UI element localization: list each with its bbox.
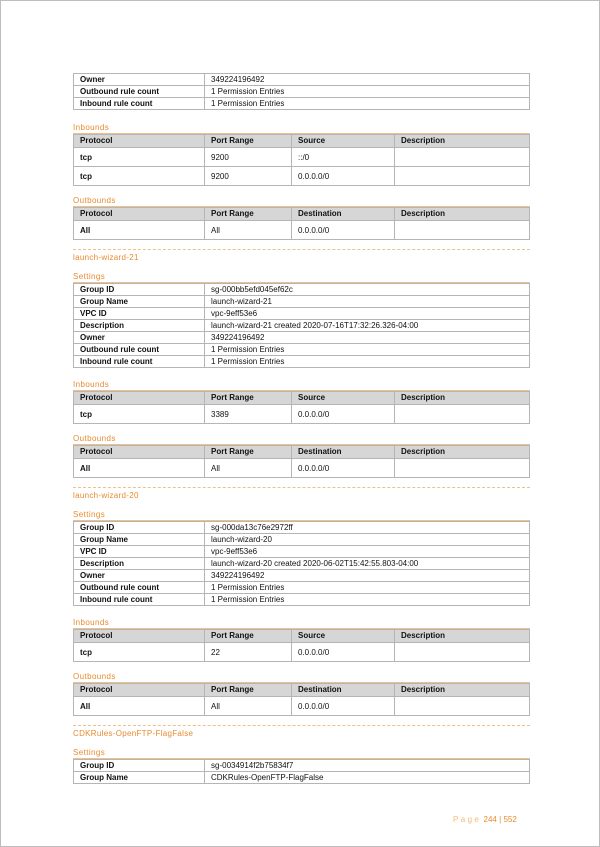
setting-key: Inbound rule count — [74, 98, 205, 110]
outbounds-label: Outbounds — [73, 434, 530, 445]
destination-cell: 0.0.0.0/0 — [292, 697, 395, 716]
settings-table — [73, 73, 530, 110]
setting-key: Group ID — [74, 522, 205, 534]
table-row — [74, 296, 530, 308]
table-row — [74, 594, 530, 606]
column-header: Description — [395, 392, 530, 405]
column-header: Port Range — [205, 208, 292, 221]
source-cell: 0.0.0.0/0 — [292, 167, 395, 186]
outbounds-label: Outbounds — [73, 196, 530, 207]
setting-value: 349224196492 — [205, 332, 530, 344]
inbounds-label: Inbounds — [73, 380, 530, 391]
setting-value: 1 Permission Entries — [205, 98, 530, 110]
table-row — [74, 643, 530, 662]
setting-key: Owner — [74, 570, 205, 582]
table-header-row — [74, 135, 530, 148]
table-row — [74, 167, 530, 186]
table-row — [74, 98, 530, 110]
inbounds-label: Inbounds — [73, 123, 530, 134]
column-header: Description — [395, 208, 530, 221]
settings-label: Settings — [73, 272, 530, 283]
setting-key: Group Name — [74, 534, 205, 546]
table-row — [74, 284, 530, 296]
column-header: Port Range — [205, 630, 292, 643]
outbounds-label: Outbounds — [73, 672, 530, 683]
inbounds-table — [73, 391, 530, 424]
setting-value: vpc-9eff53e6 — [205, 308, 530, 320]
column-header: Source — [292, 392, 395, 405]
page-footer — [453, 815, 517, 824]
description-cell — [395, 167, 530, 186]
setting-key: Group Name — [74, 296, 205, 308]
settings-label: Settings — [73, 510, 530, 521]
setting-value: CDKRules-OpenFTP-FlagFalse — [205, 772, 530, 784]
description-cell — [395, 221, 530, 240]
setting-key: Outbound rule count — [74, 344, 205, 356]
port-cell: 22 — [205, 643, 292, 662]
settings-table — [73, 521, 530, 606]
setting-value: sg-000da13c76e2972ff — [205, 522, 530, 534]
outbounds-table — [73, 445, 530, 478]
description-cell — [395, 643, 530, 662]
setting-key: Owner — [74, 332, 205, 344]
setting-key: Group ID — [74, 760, 205, 772]
table-row — [74, 320, 530, 332]
column-header: Protocol — [74, 630, 205, 643]
inbounds-table — [73, 629, 530, 662]
port-cell: All — [205, 459, 292, 478]
inbounds-table — [73, 134, 530, 186]
table-row — [74, 86, 530, 98]
column-header: Protocol — [74, 208, 205, 221]
destination-cell: 0.0.0.0/0 — [292, 221, 395, 240]
column-header: Description — [395, 135, 530, 148]
setting-key: Outbound rule count — [74, 582, 205, 594]
security-group-title: launch-wizard-20 — [73, 487, 530, 501]
table-row — [74, 697, 530, 716]
column-header: Port Range — [205, 135, 292, 148]
setting-key: VPC ID — [74, 308, 205, 320]
table-header-row — [74, 630, 530, 643]
column-header: Source — [292, 135, 395, 148]
port-cell: 9200 — [205, 167, 292, 186]
page-content — [73, 73, 530, 784]
setting-value: launch-wizard-20 — [205, 534, 530, 546]
table-row — [74, 522, 530, 534]
protocol-cell: tcp — [74, 643, 205, 662]
table-row — [74, 772, 530, 784]
setting-value: 1 Permission Entries — [205, 582, 530, 594]
table-row — [74, 344, 530, 356]
port-cell: 3389 — [205, 405, 292, 424]
setting-value: 1 Permission Entries — [205, 594, 530, 606]
port-cell: 9200 — [205, 148, 292, 167]
protocol-cell: tcp — [74, 405, 205, 424]
description-cell — [395, 405, 530, 424]
setting-value: 1 Permission Entries — [205, 86, 530, 98]
column-header: Port Range — [205, 684, 292, 697]
table-row — [74, 760, 530, 772]
protocol-cell: All — [74, 221, 205, 240]
setting-value: 1 Permission Entries — [205, 344, 530, 356]
column-header: Protocol — [74, 446, 205, 459]
security-group-title: launch-wizard-21 — [73, 249, 530, 263]
column-header: Source — [292, 630, 395, 643]
setting-key: Outbound rule count — [74, 86, 205, 98]
column-header: Destination — [292, 684, 395, 697]
destination-cell: 0.0.0.0/0 — [292, 459, 395, 478]
page-total: 552 — [503, 815, 517, 824]
page-word: Page — [453, 815, 482, 824]
table-header-row — [74, 446, 530, 459]
column-header: Protocol — [74, 392, 205, 405]
outbounds-table — [73, 683, 530, 716]
setting-key: VPC ID — [74, 546, 205, 558]
settings-table — [73, 759, 530, 784]
table-row — [74, 332, 530, 344]
column-header: Destination — [292, 446, 395, 459]
description-cell — [395, 148, 530, 167]
port-cell: All — [205, 697, 292, 716]
setting-key: Description — [74, 320, 205, 332]
port-cell: All — [205, 221, 292, 240]
column-header: Port Range — [205, 392, 292, 405]
setting-value: launch-wizard-21 — [205, 296, 530, 308]
table-row — [74, 546, 530, 558]
protocol-cell: All — [74, 697, 205, 716]
table-row — [74, 459, 530, 478]
page-separator: | — [499, 815, 502, 824]
column-header: Description — [395, 446, 530, 459]
table-row — [74, 582, 530, 594]
setting-value: sg-0034914f2b75834f7 — [205, 760, 530, 772]
column-header: Description — [395, 684, 530, 697]
table-row — [74, 558, 530, 570]
page-current: 244 — [483, 815, 497, 824]
column-header: Protocol — [74, 684, 205, 697]
setting-key: Group ID — [74, 284, 205, 296]
column-header: Description — [395, 630, 530, 643]
setting-key: Inbound rule count — [74, 594, 205, 606]
protocol-cell: All — [74, 459, 205, 478]
setting-key: Group Name — [74, 772, 205, 784]
table-row — [74, 570, 530, 582]
table-header-row — [74, 684, 530, 697]
setting-value: 349224196492 — [205, 570, 530, 582]
setting-key: Inbound rule count — [74, 356, 205, 368]
setting-key: Owner — [74, 74, 205, 86]
table-row — [74, 74, 530, 86]
column-header: Port Range — [205, 446, 292, 459]
settings-label: Settings — [73, 748, 530, 759]
outbounds-table — [73, 207, 530, 240]
security-group-title: CDKRules-OpenFTP-FlagFalse — [73, 725, 530, 739]
table-header-row — [74, 392, 530, 405]
inbounds-label: Inbounds — [73, 618, 530, 629]
column-header: Protocol — [74, 135, 205, 148]
source-cell: 0.0.0.0/0 — [292, 643, 395, 662]
description-cell — [395, 459, 530, 478]
table-row — [74, 308, 530, 320]
column-header: Destination — [292, 208, 395, 221]
setting-value: launch-wizard-21 created 2020-07-16T17:32:26.326-04:00 — [205, 320, 530, 332]
setting-value: sg-000bb5efd045ef62c — [205, 284, 530, 296]
source-cell: 0.0.0.0/0 — [292, 405, 395, 424]
setting-value: launch-wizard-20 created 2020-06-02T15:42:55.803-04:00 — [205, 558, 530, 570]
table-header-row — [74, 208, 530, 221]
description-cell — [395, 697, 530, 716]
table-row — [74, 221, 530, 240]
protocol-cell: tcp — [74, 148, 205, 167]
setting-value: 349224196492 — [205, 74, 530, 86]
table-row — [74, 534, 530, 546]
table-row — [74, 356, 530, 368]
setting-value: vpc-9eff53e6 — [205, 546, 530, 558]
source-cell: ::/0 — [292, 148, 395, 167]
table-row — [74, 405, 530, 424]
table-row — [74, 148, 530, 167]
settings-table — [73, 283, 530, 368]
protocol-cell: tcp — [74, 167, 205, 186]
setting-value: 1 Permission Entries — [205, 356, 530, 368]
setting-key: Description — [74, 558, 205, 570]
